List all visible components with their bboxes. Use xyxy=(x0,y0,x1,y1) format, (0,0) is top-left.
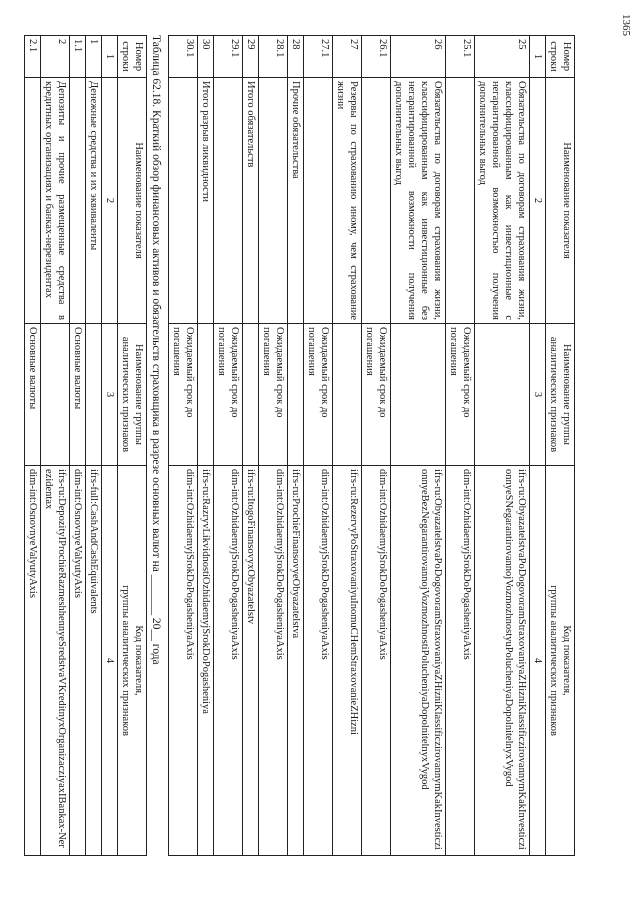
indicator-code: ifrs-ru:ObyazatelstvaPoDogovoramStraxovaniyaZHizniKlassificzirovannymKakInvesticzionnyeBezNegarantirovannojVozmozhnostiPolucheniyaDopolnitelnyxVygod xyxy=(391,466,446,856)
column-number: 2 xyxy=(530,78,546,324)
table-row xyxy=(86,36,102,856)
page-number: 1365 xyxy=(620,14,632,36)
header-row-number: Номер строки xyxy=(118,36,147,78)
header-code xyxy=(546,466,575,856)
row-number: 29 xyxy=(243,36,259,78)
table-row xyxy=(169,36,198,856)
row-number: 26.1 xyxy=(362,36,391,78)
column-number: 3 xyxy=(530,324,546,466)
header-indicator-name: Наименование показателя xyxy=(118,78,147,324)
row-number: 25.1 xyxy=(446,36,475,78)
column-number: 1 xyxy=(102,36,118,78)
row-number: 2.1 xyxy=(25,36,41,78)
row-number: 25 xyxy=(475,36,530,78)
indicator-code: dim-int:OzhidaemyjSrokDoPogasheniyaAxis xyxy=(362,466,391,856)
rotated-page-content xyxy=(27,35,575,855)
header-indicator-name: Наименование показателя xyxy=(546,78,575,324)
indicator-name: Итого разрыв ликвидности xyxy=(198,78,214,324)
column-number: 4 xyxy=(530,466,546,856)
table-row xyxy=(391,36,446,856)
group-name: Основные валюты xyxy=(70,324,86,466)
table-row xyxy=(25,36,41,856)
indicator-name: Денежные средства и их эквиваленты xyxy=(86,78,102,324)
column-number: 4 xyxy=(102,466,118,856)
group-name xyxy=(333,324,362,466)
header-code-line1: Код показателя, xyxy=(561,625,572,696)
header-code-line2: группы аналитических признаков xyxy=(120,585,131,736)
column-number: 2 xyxy=(102,78,118,324)
indicator-code: ifrs-ru:RazryvLikvidnostiOzhidaemyjSrokDoPogasheniya xyxy=(198,466,214,856)
group-name: Ожидаемый срок до погашения xyxy=(304,324,333,466)
column-number: 3 xyxy=(102,324,118,466)
group-name xyxy=(475,324,530,466)
currency-table xyxy=(24,35,147,856)
liquidity-table xyxy=(168,35,575,856)
indicator-name xyxy=(169,78,198,324)
header-code-line2: группы аналитических признаков xyxy=(548,585,559,736)
indicator-code: dim-int:OsnovnyeValyutyAxis xyxy=(70,466,86,856)
row-number: 28 xyxy=(288,36,304,78)
group-name: Ожидаемый срок до погашения xyxy=(446,324,475,466)
row-number: 27 xyxy=(333,36,362,78)
indicator-code: dim-int:OsnovnyeValyutyAxis xyxy=(25,466,41,856)
column-number: 1 xyxy=(530,36,546,78)
indicator-name xyxy=(214,78,243,324)
indicator-code: ifrs-ru:ObyazatelstvaPoDogovoramStraxovaniyaZHizniKlassificzirovannymKakInvesticzionnyeSNegarantirovannojVozmozhnostyuPolucheniyaDopolnitelnyxVygod xyxy=(475,466,530,856)
column-number-row xyxy=(102,36,118,856)
indicator-code: dim-int:OzhidaemyjSrokDoPogasheniyaAxis xyxy=(259,466,288,856)
table-row xyxy=(304,36,333,856)
row-number: 27.1 xyxy=(304,36,333,78)
row-number: 26 xyxy=(391,36,446,78)
table-row xyxy=(475,36,530,856)
row-number: 1.1 xyxy=(70,36,86,78)
header-group-name: Наименование группы аналитических признаков xyxy=(546,324,575,466)
table-row xyxy=(243,36,259,856)
indicator-code: dim-int:OzhidaemyjSrokDoPogasheniyaAxis xyxy=(169,466,198,856)
table-row xyxy=(214,36,243,856)
header-row-number: Номер строки xyxy=(546,36,575,78)
table-row xyxy=(288,36,304,856)
group-name: Ожидаемый срок до погашения xyxy=(259,324,288,466)
header-code xyxy=(118,466,147,856)
group-name xyxy=(198,324,214,466)
indicator-name xyxy=(70,78,86,324)
indicator-code: dim-int:OzhidaemyjSrokDoPogasheniyaAxis xyxy=(446,466,475,856)
indicator-code: dim-int:OzhidaemyjSrokDoPogasheniyaAxis xyxy=(304,466,333,856)
indicator-name: Итого обязательств xyxy=(243,78,259,324)
indicator-name: Депозиты и прочие размещенные средства в кредитных организациях и банках-нерезидентах xyxy=(41,78,70,324)
table-caption: Таблица 62.18. Краткий обзор финансовых активов и обязательств страховщика в разрезе основных валют на _______ 20__ года xyxy=(150,35,162,665)
table-row xyxy=(333,36,362,856)
row-number: 30 xyxy=(198,36,214,78)
indicator-code: ifrs-ru:DepozityIProchieRazmeshhennyeSredstvaVKreditnyxOrganizacziyaxIBankax-Nerezidentax xyxy=(41,466,70,856)
table-row xyxy=(198,36,214,856)
header-group-name: Наименование группы аналитических признаков xyxy=(118,324,147,466)
indicator-name: Обязательства по договорам страхования жизни, классифицированным как инвестиционные без негарантированной возможности получения дополнительных выгод xyxy=(391,78,446,324)
group-name xyxy=(288,324,304,466)
indicator-name: Обязательства по договорам страхования жизни, классифицированным как инвестиционные с негарантированной возможностью получения дополнительных выгод xyxy=(475,78,530,324)
table-row xyxy=(41,36,70,856)
indicator-name xyxy=(304,78,333,324)
table-header-row xyxy=(546,36,575,856)
indicator-name xyxy=(446,78,475,324)
row-number: 30.1 xyxy=(169,36,198,78)
group-name: Ожидаемый срок до погашения xyxy=(169,324,198,466)
indicator-name xyxy=(25,78,41,324)
indicator-name xyxy=(259,78,288,324)
indicator-name: Резервы по страхованию иному, чем страхование жизни xyxy=(333,78,362,324)
table-row xyxy=(70,36,86,856)
group-name: Ожидаемый срок до погашения xyxy=(214,324,243,466)
row-number: 29.1 xyxy=(214,36,243,78)
table-row xyxy=(362,36,391,856)
table-row xyxy=(259,36,288,856)
row-number: 2 xyxy=(41,36,70,78)
group-name xyxy=(243,324,259,466)
table-header-row xyxy=(118,36,147,856)
indicator-name: Прочие обязательства xyxy=(288,78,304,324)
group-name xyxy=(391,324,446,466)
indicator-code: ifrs-ru:ItogoFinansovyxObyazatelstv xyxy=(243,466,259,856)
row-number: 1 xyxy=(86,36,102,78)
group-name xyxy=(41,324,70,466)
table-row xyxy=(446,36,475,856)
header-code-line1: Код показателя, xyxy=(133,625,144,696)
indicator-code: dim-int:OzhidaemyjSrokDoPogasheniyaAxis xyxy=(214,466,243,856)
group-name: Основные валюты xyxy=(25,324,41,466)
group-name xyxy=(86,324,102,466)
indicator-code: ifrs-full:CashAndCashEquivalents xyxy=(86,466,102,856)
row-number: 28.1 xyxy=(259,36,288,78)
group-name: Ожидаемый срок до погашения xyxy=(362,324,391,466)
indicator-code: ifrs-ru:RezervyPoStraxovaniyuInomuCHemStraxovanieZHizni xyxy=(333,466,362,856)
column-number-row xyxy=(530,36,546,856)
indicator-code: ifrs-ru:ProchieFinansovyeObyazatelstva xyxy=(288,466,304,856)
indicator-name xyxy=(362,78,391,324)
